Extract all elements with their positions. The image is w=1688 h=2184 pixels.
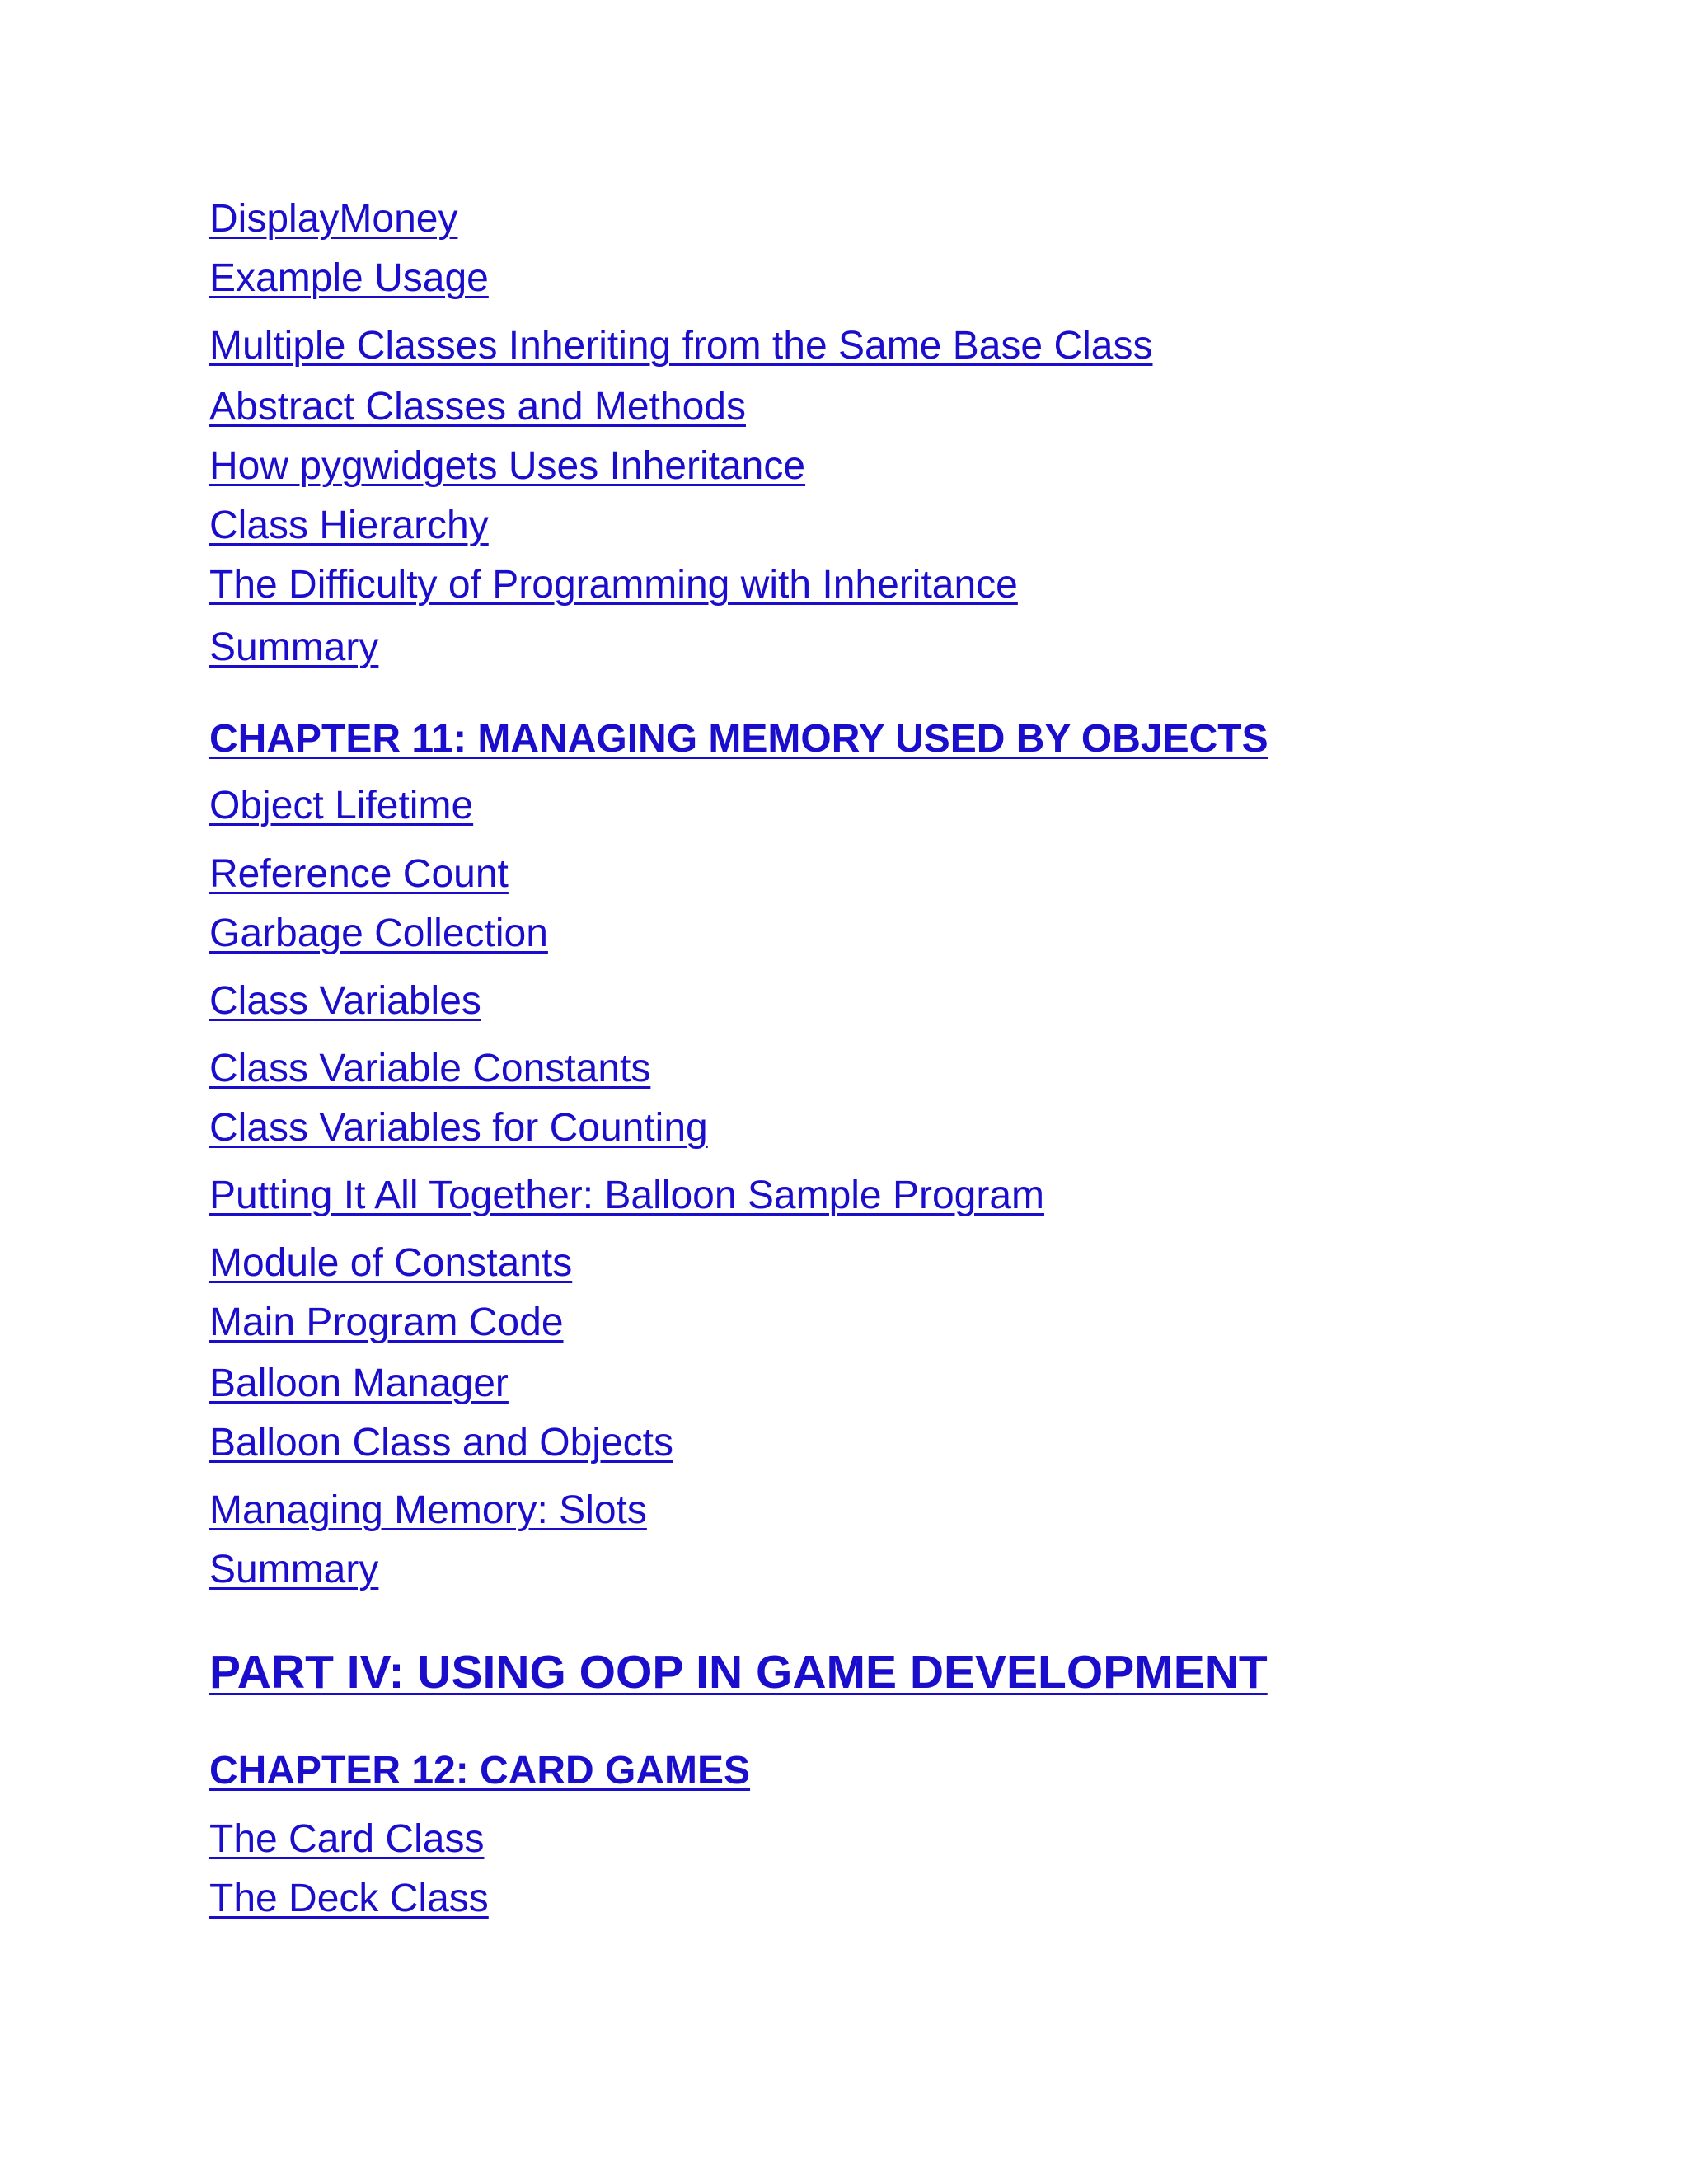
toc-link-summary-ch10[interactable]: Summary — [209, 626, 379, 669]
toc-link-class-variables-counting[interactable]: Class Variables for Counting — [209, 1106, 708, 1150]
toc-link-class-variables[interactable]: Class Variables — [209, 979, 481, 1023]
toc-link-class-variable-constants[interactable]: Class Variable Constants — [209, 1047, 651, 1090]
toc-link-balloon-manager[interactable]: Balloon Manager — [209, 1361, 509, 1405]
toc-link-chapter-11[interactable]: CHAPTER 11: MANAGING MEMORY USED BY OBJECTS — [209, 717, 1268, 761]
toc-link-balloon-class-objects[interactable]: Balloon Class and Objects — [209, 1421, 673, 1465]
toc-link-balloon-sample-program[interactable]: Putting It All Together: Balloon Sample Program — [209, 1174, 1045, 1217]
toc-link-object-lifetime[interactable]: Object Lifetime — [209, 784, 474, 827]
toc-link-part-iv[interactable]: PART IV: USING OOP IN GAME DEVELOPMENT — [209, 1646, 1268, 1699]
toc-link-abstract-classes[interactable]: Abstract Classes and Methods — [209, 385, 746, 429]
toc-link-class-hierarchy[interactable]: Class Hierarchy — [209, 504, 489, 547]
toc-link-pygwidgets-inheritance[interactable]: How pygwidgets Uses Inheritance — [209, 444, 806, 488]
toc-link-summary-ch11[interactable]: Summary — [209, 1548, 379, 1591]
toc-link-card-class[interactable]: The Card Class — [209, 1817, 485, 1861]
toc-link-module-of-constants[interactable]: Module of Constants — [209, 1241, 573, 1285]
toc-link-garbage-collection[interactable]: Garbage Collection — [209, 912, 548, 955]
toc-link-deck-class[interactable]: The Deck Class — [209, 1877, 489, 1920]
toc-link-difficulty-inheritance[interactable]: The Difficulty of Programming with Inheritance — [209, 563, 1018, 607]
toc-link-chapter-12[interactable]: CHAPTER 12: CARD GAMES — [209, 1749, 751, 1793]
toc-link-managing-memory-slots[interactable]: Managing Memory: Slots — [209, 1488, 647, 1532]
toc-link-example-usage[interactable]: Example Usage — [209, 256, 489, 300]
toc-link-reference-count[interactable]: Reference Count — [209, 852, 509, 896]
toc-link-multiple-classes-inheriting[interactable]: Multiple Classes Inheriting from the Same Base Class — [209, 324, 1153, 368]
toc-link-displaymoney[interactable]: DisplayMoney — [209, 197, 458, 241]
toc-link-main-program-code[interactable]: Main Program Code — [209, 1301, 564, 1344]
